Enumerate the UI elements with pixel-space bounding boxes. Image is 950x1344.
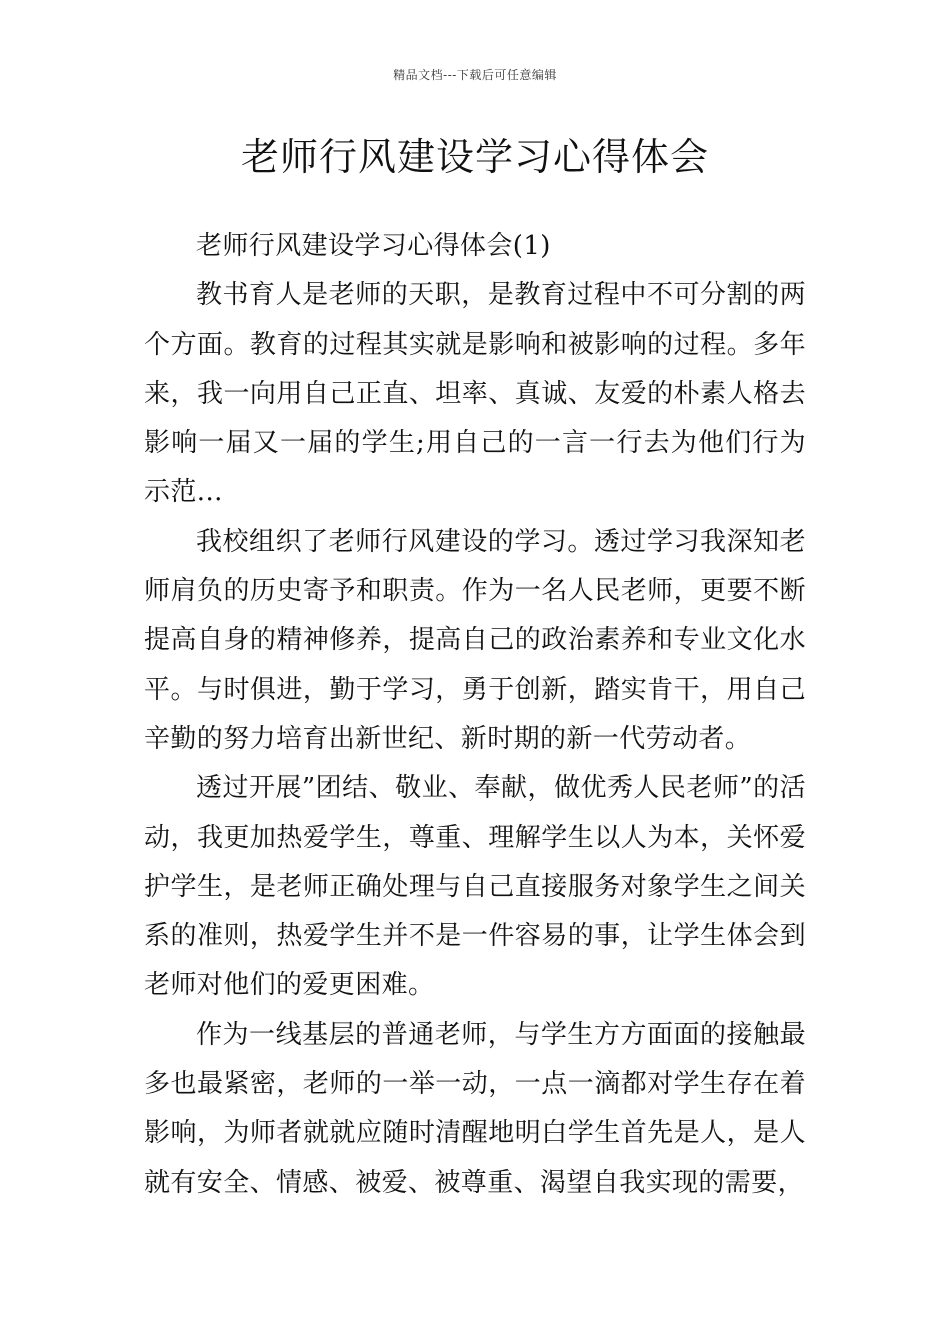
document-title: 老师行风建设学习心得体会 — [240, 135, 709, 179]
paragraph-1: 教书育人是老师的天职，是教育过程中不可分割的两个方面。教育的过程其实就是影响和被影响的过程。多年来，我一向用自己正直、坦率、真诚、友爱的朴素人格去影响一届又一届的学生;用自己的一言一行去为他们行为示范... — [144, 280, 806, 508]
section-subtitle: 老师行风建设学习心得体会(1) — [196, 231, 551, 261]
paragraph-4: 作为一线基层的普通老师，与学生方方面面的接触最多也最紧密，老师的一举一动，一点一滴都对学生存在着影响，为师者就就应随时清醒地明白学生首先是人，是人就有安全、情感、被爱、被尊重、渴望自我实现的需要， — [144, 1019, 806, 1198]
paragraph-3: 透过开展”团结、敬业、奉献，做优秀人民老师”的活动，我更加热爱学生，尊重、理解学生以人为本，关怀爱护学生，是老师正确处理与自己直接服务对象学生之间关系的准则，热爱学生并不是一件容易的事，让学生体会到老师对他们的爱更困难。 — [144, 773, 806, 1001]
paragraph-2: 我校组织了老师行风建设的学习。透过学习我深知老师肩负的历史寄予和职责。作为一名人民老师，更要不断提高自身的精神修养，提高自己的政治素养和专业文化水平。与时俱进，勤于学习，勇于创新，踏实肯干，用自己辛勤的努力培育出新世纪、新时期的新一代劳动者。 — [144, 526, 806, 754]
header-note: 精品文档---下载后可任意编辑 — [393, 68, 557, 82]
document-body — [144, 222, 806, 1208]
